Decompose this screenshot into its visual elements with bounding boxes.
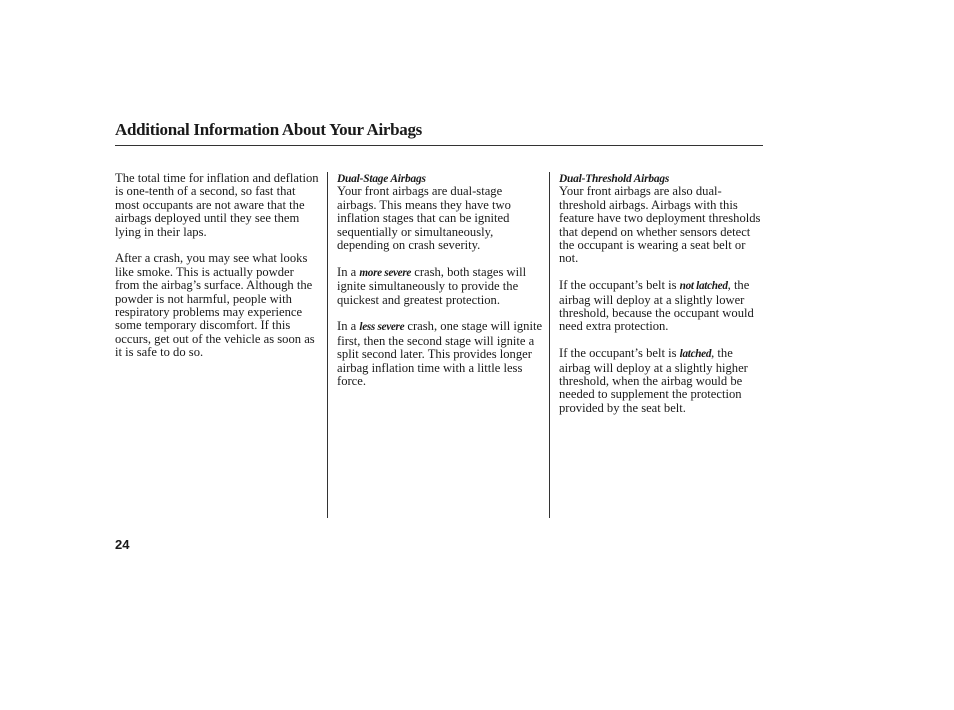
text-segment: If the occupant’s belt is	[559, 346, 680, 361]
emphasis-not-latched: not latched	[679, 280, 728, 293]
text-segment: , the airbag will deploy at a slightly lower threshold, because the occupant would need extra protection.	[559, 278, 754, 334]
text-segment: crash, both stages will ignite simultaneously to provide the quickest and greatest protection.	[337, 264, 527, 307]
emphasis-more-severe: more severe	[359, 266, 412, 279]
page-title: Additional Information About Your Airbags	[115, 120, 422, 139]
paragraph-more-severe	[337, 266, 543, 307]
column-inflation-info	[115, 172, 321, 373]
paragraph-less-severe	[337, 320, 543, 388]
page-number: 24	[115, 537, 130, 552]
paragraph-not-latched	[559, 279, 765, 334]
text-segment: In a	[337, 319, 360, 334]
paragraph-dual-threshold-intro: Your front airbags are also dual-threshold airbags. Airbags with this feature have two deployment thresholds that depend on whether sensors detect the occupant is wearing a seat belt or not.	[559, 184, 761, 266]
column-divider-1	[327, 172, 328, 518]
paragraph-latched	[559, 347, 765, 415]
paragraph-dual-stage-intro: Your front airbags are dual-stage airbags. This means they have two inflation stages that can be ignited sequentially or simultaneously, depending on crash severity.	[337, 184, 511, 253]
text-segment: If the occupant’s belt is	[559, 278, 680, 293]
paragraph-inflation-time: The total time for inflation and deflation is one-tenth of a second, so fast that most occupants are not aware that the airbags deployed until they see them lying in their laps.	[115, 171, 319, 239]
column-divider-2	[549, 172, 550, 518]
heading-dual-threshold: Dual-Threshold Airbags	[559, 173, 670, 185]
heading-dual-stage: Dual-Stage Airbags	[337, 173, 426, 185]
text-segment: In a	[337, 264, 360, 279]
paragraph-smoke-powder: After a crash, you may see what looks like smoke. This is actually powder from the airbag’s surface. Although the powder is not harmful, people with respiratory problems may experience some temporary discomfort. If this occurs, get out of the vehicle as soon as it is safe to do so.	[115, 251, 315, 360]
title-divider	[115, 145, 763, 146]
text-segment: crash, one stage will ignite first, then the second stage will ignite a split second later. This provides longer airbag inflation time with a little less force.	[337, 319, 543, 389]
column-dual-stage	[337, 172, 543, 402]
column-dual-threshold	[559, 172, 765, 429]
emphasis-less-severe: less severe	[359, 321, 405, 334]
text-segment: , the airbag will deploy at a slightly higher threshold, when the airbag would be needed to supplement the protection provided by the seat belt.	[559, 346, 748, 415]
emphasis-latched: latched	[679, 348, 712, 361]
